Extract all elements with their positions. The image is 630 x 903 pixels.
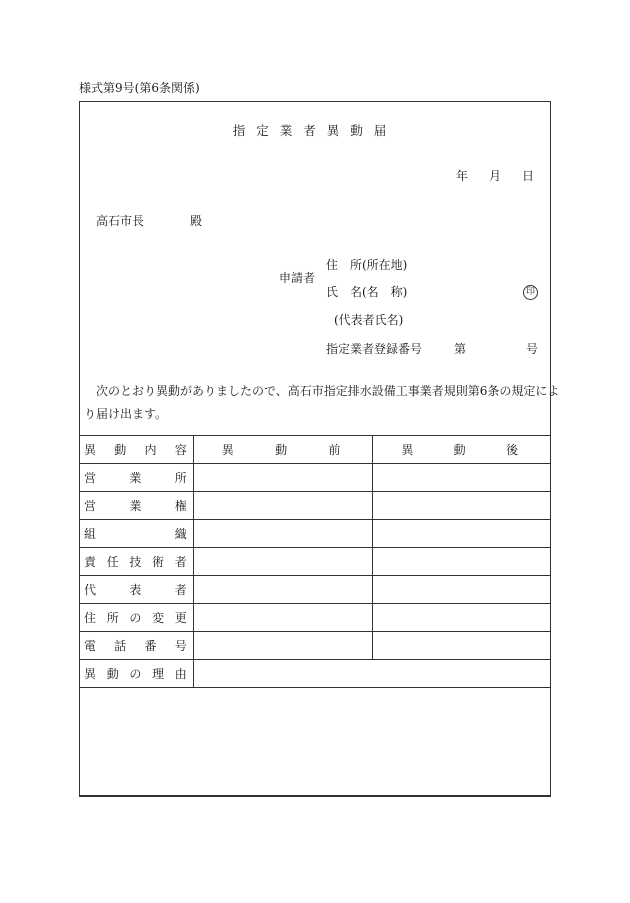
table-row	[80, 492, 551, 520]
header-before	[198, 441, 369, 458]
before-cell[interactable]	[193, 632, 373, 660]
after-cell[interactable]	[373, 548, 551, 576]
after-cell[interactable]	[373, 464, 551, 492]
label-char: 代	[84, 583, 97, 597]
label-char: 変	[152, 611, 165, 625]
before-cell[interactable]	[193, 604, 373, 632]
reason-row	[80, 660, 551, 688]
label-char: 者	[174, 583, 187, 597]
label-char: 営	[84, 499, 97, 513]
before-cell[interactable]	[193, 520, 373, 548]
reason-detail-cell[interactable]	[80, 688, 551, 796]
table-row	[80, 520, 551, 548]
label-char: 内	[144, 443, 157, 457]
after-cell[interactable]	[373, 492, 551, 520]
representative-label: (代表者氏名)	[334, 313, 404, 327]
row-label	[84, 609, 189, 626]
label-char: 由	[174, 667, 187, 681]
after-cell[interactable]	[373, 520, 551, 548]
label-char: 動	[106, 667, 119, 681]
label-char: 動	[275, 443, 288, 457]
label-char: 更	[174, 611, 187, 625]
row-label	[84, 469, 189, 486]
label-char: 者	[174, 555, 187, 569]
label-char: 前	[328, 443, 341, 457]
registration-suffix: 号	[526, 342, 539, 356]
label-char: 動	[453, 443, 466, 457]
addressee-name: 高石市長	[96, 214, 145, 228]
row-label	[84, 497, 189, 514]
label-char: 異	[401, 443, 414, 457]
name-label: 氏 名(名 称)	[326, 285, 408, 299]
form-title: 指定業者異動届	[232, 123, 398, 138]
row-label	[84, 525, 189, 542]
before-cell[interactable]	[193, 464, 373, 492]
label-char: 織	[174, 527, 187, 541]
row-label	[84, 637, 189, 654]
body-text-line1: 次のとおり異動がありましたので、高石市指定排水設備工事業者規則第6条の規定によ	[96, 384, 560, 398]
label-char: 異	[221, 443, 234, 457]
header-after	[377, 441, 546, 458]
addressee-honorific: 殿	[190, 214, 203, 228]
date-year: 年	[456, 169, 469, 183]
row-label	[84, 553, 189, 570]
form-number-label: 様式第9号(第6条関係)	[79, 81, 200, 95]
label-char: 話	[114, 639, 127, 653]
table-row	[80, 604, 551, 632]
form-frame	[79, 101, 560, 797]
label-char: 異	[84, 667, 97, 681]
before-cell[interactable]	[193, 548, 373, 576]
table-row	[80, 548, 551, 576]
row-label	[84, 581, 189, 598]
reason-label	[84, 665, 189, 682]
label-char: 所	[106, 611, 119, 625]
label-char: 後	[505, 443, 518, 457]
applicant-label: 申請者	[279, 271, 316, 285]
label-char: の	[129, 667, 142, 681]
table-row	[80, 464, 551, 492]
seal-mark: 印	[523, 285, 538, 300]
label-char: 動	[114, 443, 127, 457]
change-table	[79, 435, 551, 796]
label-char: 住	[84, 611, 97, 625]
after-cell[interactable]	[373, 632, 551, 660]
label-char: 組	[84, 527, 97, 541]
label-char: 理	[152, 667, 165, 681]
registration-prefix: 第	[454, 342, 467, 356]
header-content	[84, 441, 189, 458]
table-header-row	[80, 436, 551, 464]
label-char: 所	[174, 471, 187, 485]
reason-cell[interactable]	[193, 660, 550, 688]
date-line	[456, 167, 534, 184]
label-char: 表	[129, 583, 142, 597]
label-char: 術	[152, 555, 165, 569]
label-char: 権	[174, 499, 187, 513]
table-row	[80, 632, 551, 660]
date-month: 月	[488, 169, 501, 183]
reason-detail-row	[80, 688, 551, 796]
before-cell[interactable]	[193, 576, 373, 604]
label-char: 異	[84, 443, 97, 457]
label-char: 技	[129, 555, 142, 569]
after-cell[interactable]	[373, 604, 551, 632]
label-char: 番	[144, 639, 157, 653]
label-char: 責	[84, 555, 97, 569]
label-char: の	[129, 611, 142, 625]
label-char: 任	[106, 555, 119, 569]
body-text-line2: り届け出ます。	[84, 407, 168, 421]
label-char: 業	[129, 499, 142, 513]
before-cell[interactable]	[193, 492, 373, 520]
table-row	[80, 576, 551, 604]
registration-label: 指定業者登録番号	[326, 342, 423, 356]
label-char: 電	[84, 639, 97, 653]
after-cell[interactable]	[373, 576, 551, 604]
label-char: 業	[129, 471, 142, 485]
address-label: 住 所(所在地)	[326, 258, 408, 272]
label-char: 容	[174, 443, 187, 457]
label-char: 号	[174, 639, 187, 653]
label-char: 営	[84, 471, 97, 485]
date-day: 日	[521, 169, 534, 183]
